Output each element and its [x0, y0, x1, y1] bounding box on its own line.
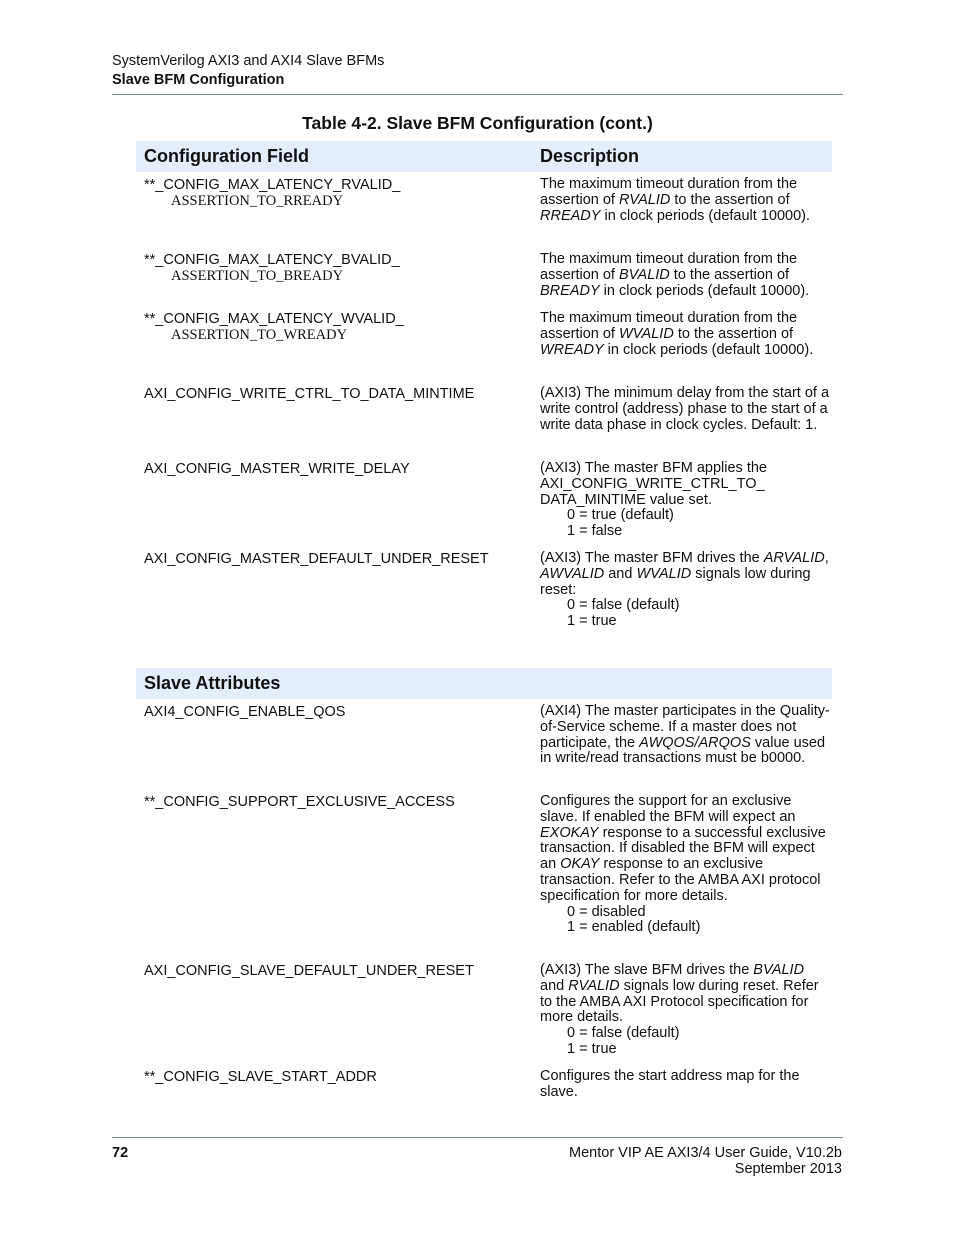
option-value: 1 = true	[567, 613, 617, 630]
config-field	[144, 177, 534, 209]
col-header-field: Configuration Field	[144, 146, 309, 166]
section-title: Slave Attributes	[144, 673, 281, 693]
running-header	[112, 52, 384, 90]
footer-guide-title: Mentor VIP AE AXI3/4 User Guide, V10.2b	[569, 1145, 842, 1161]
config-field-continuation: ASSERTION_TO_RREADY	[171, 193, 344, 209]
config-field-name: AXI_CONFIG_WRITE_CTRL_TO_DATA_MINTIME	[144, 386, 475, 402]
col-header-description: Description	[540, 146, 640, 166]
option-value: 0 = true (default)	[567, 507, 674, 524]
table-header-band	[136, 141, 832, 172]
header-chapter: SystemVerilog AXI3 and AXI4 Slave BFMs	[112, 53, 385, 69]
config-description: Configures the support for an exclusive slave. If enabled the BFM will expect an EXOKAY response to a successful exclusive transaction. If disabled the BFM will expect an OKAY response to an exclusive transaction. Refer to the AMBA AXI protocol specification for more details. 0 = disabled 1 = enabled (default)	[540, 794, 832, 936]
config-field-name: AXI_CONFIG_SLAVE_DEFAULT_UNDER_RESET	[144, 963, 474, 979]
config-field-name: **_CONFIG_SUPPORT_EXCLUSIVE_ACCESS	[144, 794, 455, 810]
config-field-name: AXI4_CONFIG_ENABLE_QOS	[144, 704, 346, 720]
config-description: The maximum timeout duration from the assertion of BVALID to the assertion of BREADY in clock periods (default 10000).	[540, 251, 810, 299]
config-field-name: AXI_CONFIG_MASTER_DEFAULT_UNDER_RESET	[144, 551, 489, 567]
section-band-slave-attributes	[136, 668, 832, 699]
page-number: 72	[112, 1145, 129, 1161]
option-value: 0 = disabled	[567, 903, 646, 920]
option-value: 0 = false (default)	[567, 1025, 680, 1042]
footer-rule	[112, 1137, 843, 1138]
config-description: (AXI4) The master participates in the Quality-of-Service scheme. If a master does not participate, the AWQOS/ARQOS value used in write/read transactions must be b0000.	[540, 703, 830, 767]
footer-info	[569, 1145, 842, 1177]
config-field-name: **_CONFIG_MAX_LATENCY_RVALID_	[144, 177, 401, 193]
option-value: 0 = false (default)	[567, 597, 680, 614]
table-caption: Table 4-2. Slave BFM Configuration (cont.)	[302, 113, 653, 133]
config-field-name: **_CONFIG_SLAVE_START_ADDR	[144, 1069, 377, 1085]
config-description: (AXI3) The master BFM applies the AXI_CONFIG_WRITE_CTRL_TO_ DATA_MINTIME value set. 0 = true (default) 1 = false	[540, 461, 832, 540]
config-description: The maximum timeout duration from the assertion of WVALID to the assertion of WREADY in clock periods (default 10000).	[540, 310, 814, 358]
config-description: (AXI3) The master BFM drives the ARVALID, AWVALID and WVALID signals low during reset: 0 = false (default) 1 = true	[540, 551, 832, 630]
header-section: Slave BFM Configuration	[112, 72, 285, 88]
config-field-name: **_CONFIG_MAX_LATENCY_BVALID_	[144, 252, 400, 268]
config-description: (AXI3) The slave BFM drives the BVALID and RVALID signals low during reset. Refer to the AMBA AXI Protocol specification for more details. 0 = false (default) 1 = true	[540, 963, 832, 1058]
config-field-continuation: ASSERTION_TO_BREADY	[171, 268, 344, 284]
config-description: The maximum timeout duration from the assertion of RVALID to the assertion of RREADY in clock periods (default 10000).	[540, 176, 811, 224]
config-field-continuation: ASSERTION_TO_WREADY	[171, 327, 348, 343]
config-field	[144, 252, 534, 284]
config-field-name: **_CONFIG_MAX_LATENCY_WVALID_	[144, 311, 404, 327]
header-rule	[112, 94, 843, 95]
option-value: 1 = false	[567, 523, 623, 540]
config-description: (AXI3) The minimum delay from the start of a write control (address) phase to the start of a write data phase in clock cycles. Default: 1.	[540, 385, 830, 433]
option-value: 1 = true	[567, 1040, 617, 1057]
config-field	[144, 311, 534, 343]
footer-date: September 2013	[734, 1161, 842, 1177]
config-description: Configures the start address map for the slave.	[540, 1068, 800, 1100]
option-value: 1 = enabled (default)	[567, 919, 701, 936]
config-field-name: AXI_CONFIG_MASTER_WRITE_DELAY	[144, 461, 410, 477]
